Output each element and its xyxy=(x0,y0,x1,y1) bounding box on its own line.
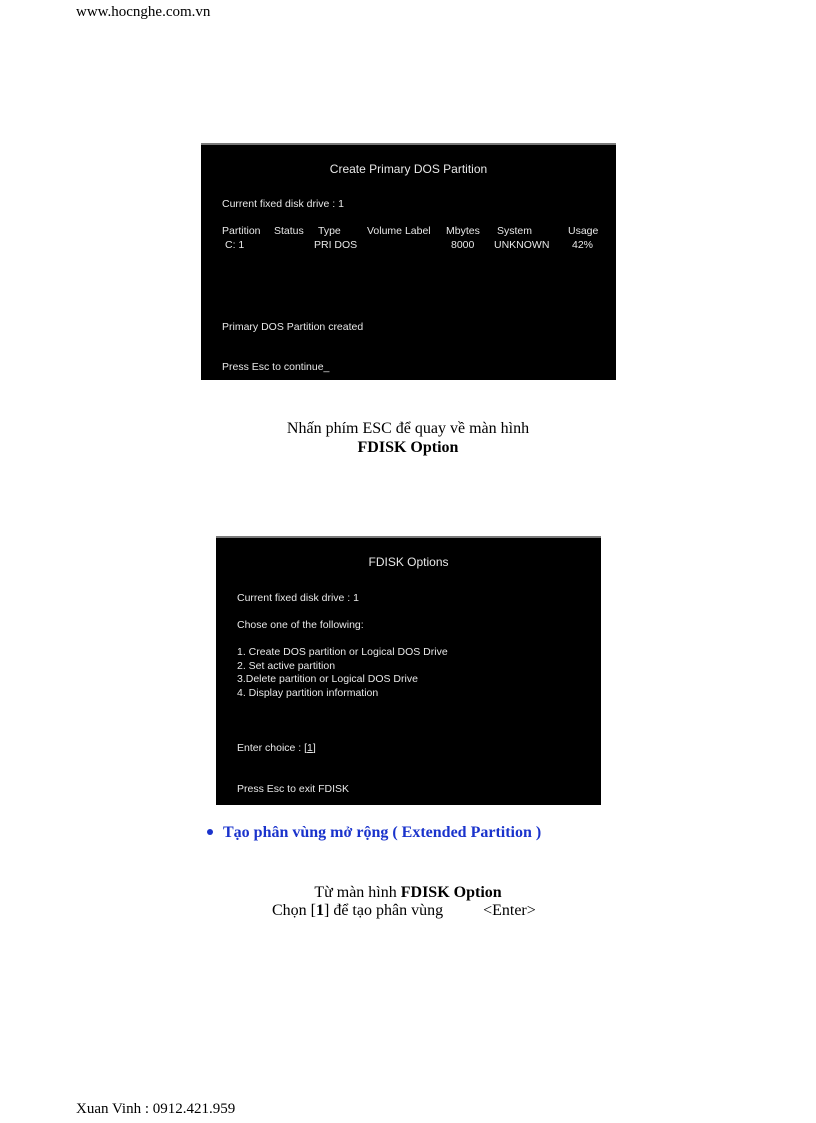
screen-title: FDISK Options xyxy=(368,555,449,569)
choose-a: Chọn [ xyxy=(272,902,316,919)
caption-line-2: FDISK Option xyxy=(357,439,459,456)
caption2-prefix: Từ màn hình xyxy=(314,884,401,901)
drive-line: Current fixed disk drive : 1 xyxy=(237,592,359,604)
exit-line: Press Esc to exit FDISK xyxy=(237,783,350,795)
enter-choice xyxy=(237,742,316,754)
col-status: Status xyxy=(274,225,304,237)
col-system: System xyxy=(497,225,533,237)
header-url: www.hocnghe.com.vn xyxy=(76,4,211,20)
bullet-text: Tạo phân vùng mở rộng ( Extended Partition ) xyxy=(223,824,542,841)
enter-choice-value: 1 xyxy=(307,742,313,754)
status-message: Primary DOS Partition created xyxy=(222,321,364,333)
continue-prompt: Press Esc to continue_ xyxy=(222,361,330,373)
row-partition: C: 1 xyxy=(225,239,245,251)
bullet-dot-icon xyxy=(207,829,213,835)
enter-choice-label: Enter choice : [ xyxy=(237,742,308,754)
col-mbytes: Mbytes xyxy=(446,225,480,237)
bullet-item xyxy=(207,824,541,842)
col-usage: Usage xyxy=(568,225,599,237)
drive-line: Current fixed disk drive : 1 xyxy=(222,198,344,210)
col-partition: Partition xyxy=(222,225,261,237)
caption2-bold: FDISK Option xyxy=(400,884,502,901)
row-mbytes: 8000 xyxy=(451,239,475,251)
caption2-line-1 xyxy=(0,884,816,902)
row-system: UNKNOWN xyxy=(494,239,550,251)
enter-choice-close: ] xyxy=(312,742,316,754)
footer-text: Xuan Vinh : 0912.421.959 xyxy=(76,1101,236,1117)
row-usage: 42% xyxy=(572,239,594,251)
caption-line-1: Nhấn phím ESC để quay về màn hình xyxy=(286,420,530,437)
option-2: 2. Set active partition xyxy=(237,660,336,672)
screen-title: Create Primary DOS Partition xyxy=(329,162,488,176)
fdisk-options-screenshot xyxy=(216,536,601,805)
col-type: Type xyxy=(318,225,341,237)
choose-b: ] để tạo phân vùng xyxy=(324,902,444,919)
option-4: 4. Display partition information xyxy=(237,687,379,699)
option-1: 1. Create DOS partition or Logical DOS Drive xyxy=(237,646,448,658)
chose-line: Chose one of the following: xyxy=(237,619,364,631)
row-type: PRI DOS xyxy=(314,239,358,251)
col-volume-label: Volume Label xyxy=(367,225,431,237)
choose-enter: <Enter> xyxy=(483,902,536,919)
option-3: 3.Delete partition or Logical DOS Drive xyxy=(237,673,418,685)
choose-choice: 1 xyxy=(316,902,324,919)
create-partition-screenshot xyxy=(201,143,616,380)
caption2-line-2 xyxy=(272,902,536,920)
